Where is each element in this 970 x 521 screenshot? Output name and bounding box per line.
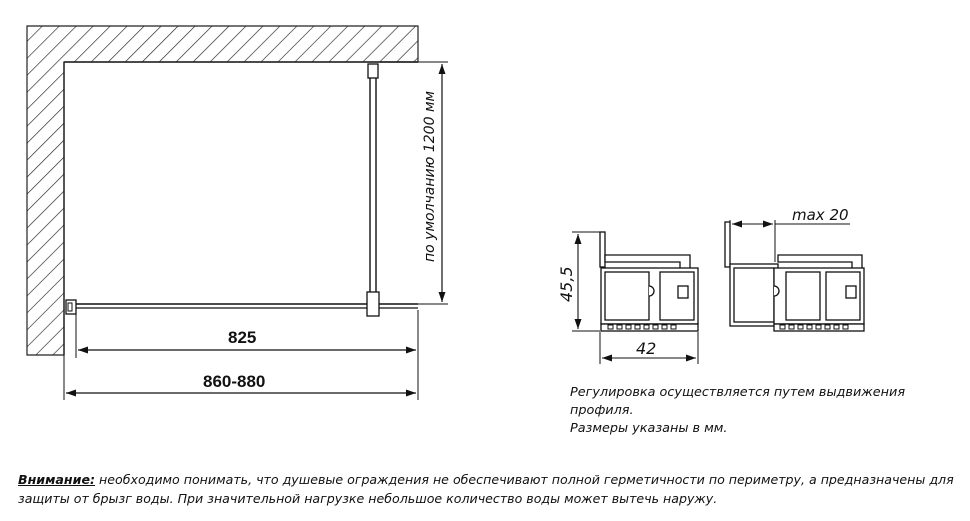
adjustment-caption (570, 384, 905, 438)
profile-height-dimension (557, 232, 602, 331)
profile-width-label: 42 (636, 339, 657, 358)
max-extension-dimension (730, 206, 850, 262)
caption-line-2: профиля. (570, 403, 634, 418)
warning-text: необходимо понимать, что душевые ограждения не обеспечивают полной герметичности по периметру, а предназначены для защиты от брызг воды. При значительной нагрузке небольшое количество воды может вытечь наружу. (18, 472, 954, 506)
max-extension-label: max 20 (792, 206, 849, 224)
total-width-dimension (64, 355, 416, 400)
caption-line-3: Размеры указаны в мм. (570, 421, 728, 436)
total-width-label: 860-880 (203, 372, 266, 391)
profile-width-dimension (600, 332, 698, 364)
height-dimension (380, 62, 448, 304)
profile-section-extended (725, 222, 864, 331)
height-label: по умолчанию 1200 мм (422, 90, 438, 262)
stabilizer-rod (367, 64, 379, 316)
warning-notice (18, 470, 963, 508)
caption-line-1: Регулировка осуществляется путем выдвижения (570, 385, 906, 400)
profile-height-label: 45,5 (557, 266, 576, 302)
wall (27, 26, 418, 355)
profile-section-closed (600, 232, 698, 331)
inner-width-label: 825 (228, 328, 257, 347)
glass-panel (66, 300, 418, 314)
warning-title: Внимание: (18, 472, 96, 487)
